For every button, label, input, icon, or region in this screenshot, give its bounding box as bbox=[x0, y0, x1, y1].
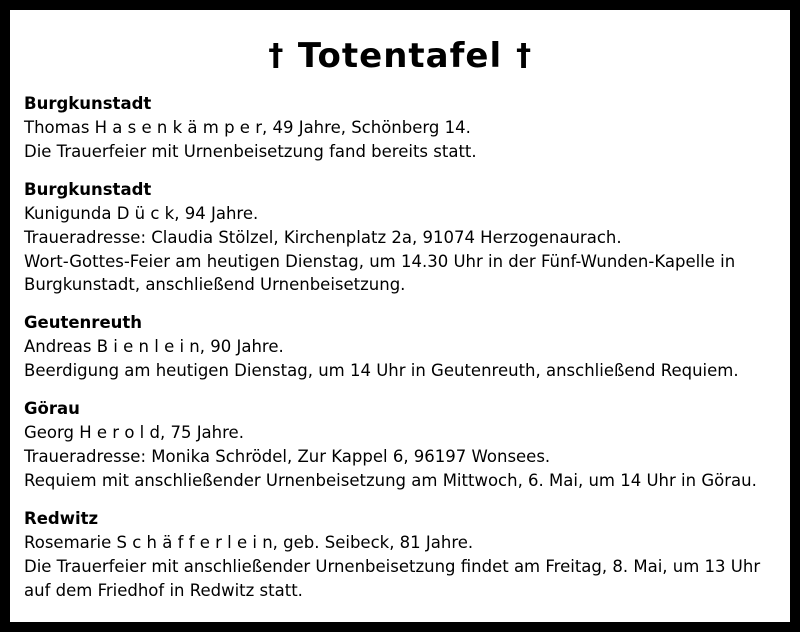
entry-line: Georg H e r o l d, 75 Jahre. bbox=[24, 423, 244, 443]
entry-line: Andreas B i e n l e i n, 90 Jahre. bbox=[24, 337, 284, 357]
entry-line: Kunigunda D ü c k, 94 Jahre. bbox=[24, 203, 259, 223]
obituary-entry bbox=[24, 311, 776, 383]
entry-list bbox=[24, 92, 776, 603]
entry-line: Die Trauerfeier mit anschließender Urnenbeisetzung findet am Freitag, 8. Mai, um 13 Uhr auf dem Friedhof in Redwitz statt. bbox=[24, 556, 761, 600]
entry-line: Die Trauerfeier mit Urnenbeisetzung fand bereits statt. bbox=[24, 141, 477, 161]
entry-line: Rosemarie S c h ä f f e r l e i n, geb. Seibeck, 81 Jahre. bbox=[24, 532, 474, 552]
obituary-entry bbox=[24, 178, 776, 298]
page-title bbox=[24, 36, 776, 76]
entry-line: Requiem mit anschließender Urnenbeisetzung am Mittwoch, 6. Mai, um 14 Uhr in Görau. bbox=[24, 470, 757, 490]
cross-icon-right: † bbox=[516, 38, 532, 73]
entry-line: Traueradresse: Claudia Stölzel, Kirchenplatz 2a, 91074 Herzogenaurach. bbox=[24, 227, 622, 247]
entry-line: Thomas H a s e n k ä m p e r, 49 Jahre, Schönberg 14. bbox=[24, 117, 471, 137]
page-title-text: Totentafel bbox=[297, 36, 503, 76]
obituary-entry bbox=[24, 92, 776, 164]
entry-place: Burgkunstadt bbox=[24, 179, 152, 199]
entry-line: Beerdigung am heutigen Dienstag, um 14 Uhr in Geutenreuth, anschließend Requiem. bbox=[24, 361, 739, 381]
entry-place: Geutenreuth bbox=[24, 313, 143, 333]
entry-line: Traueradresse: Monika Schrödel, Zur Kappel 6, 96197 Wonsees. bbox=[24, 446, 551, 466]
entry-place: Redwitz bbox=[24, 508, 99, 528]
entry-line: Wort-Gottes-Feier am heutigen Dienstag, um 14.30 Uhr in der Fünf-Wunden-Kapelle in Burgkunstadt, anschließend Urnenbeisetzung. bbox=[24, 251, 736, 295]
obituary-entry bbox=[24, 507, 776, 603]
cross-icon-left: † bbox=[268, 38, 284, 73]
obituary-entry bbox=[24, 397, 776, 493]
entry-place: Görau bbox=[24, 399, 80, 419]
entry-place: Burgkunstadt bbox=[24, 94, 152, 113]
obituary-notice bbox=[10, 10, 790, 622]
